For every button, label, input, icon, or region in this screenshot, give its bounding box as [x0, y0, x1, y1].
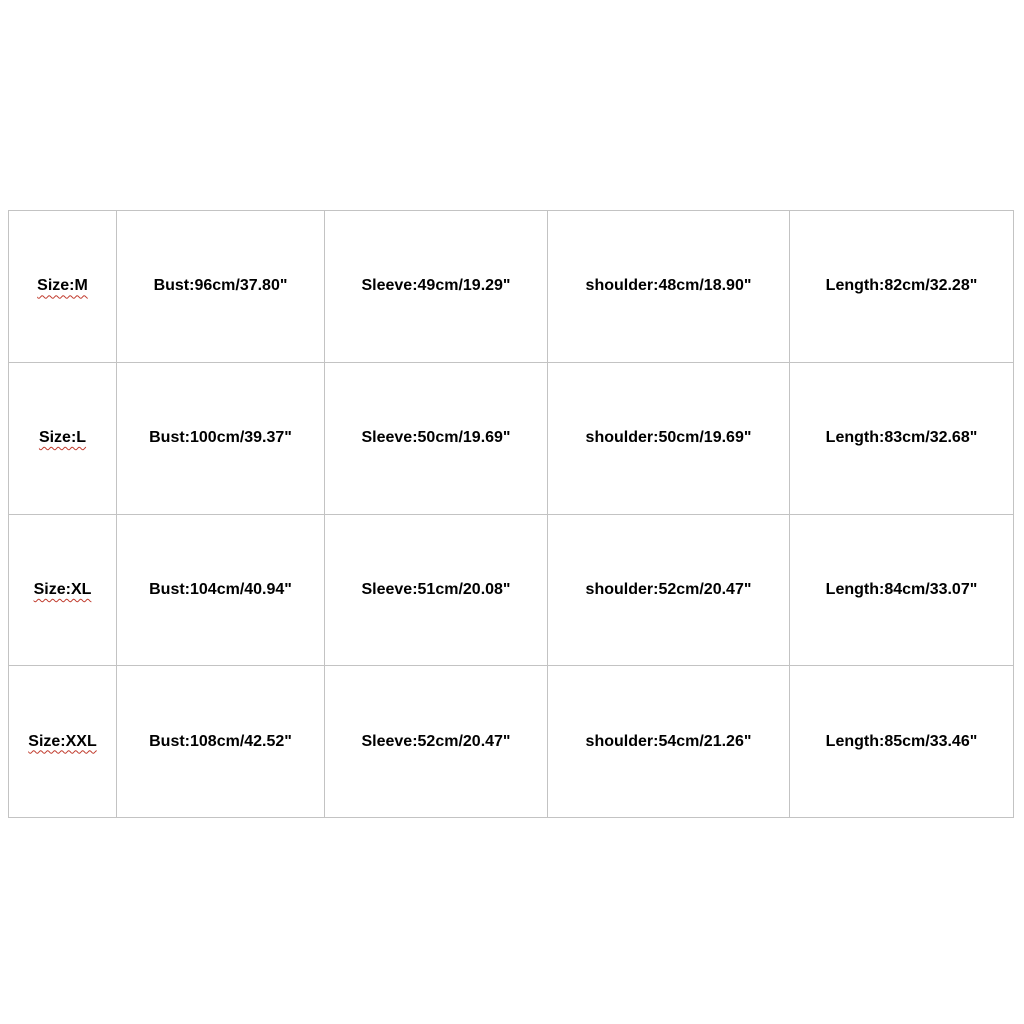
size-label: Size:XXL	[28, 732, 97, 750]
shoulder-cell: shoulder:52cm/20.47"	[548, 514, 790, 666]
shoulder-cell: shoulder:50cm/19.69"	[548, 362, 790, 514]
bust-cell: Bust:96cm/37.80"	[117, 211, 325, 363]
length-cell: Length:85cm/33.46"	[790, 666, 1014, 818]
sleeve-cell: Sleeve:49cm/19.29"	[325, 211, 548, 363]
table-row	[9, 362, 1014, 514]
table-row	[9, 514, 1014, 666]
shoulder-cell: shoulder:54cm/21.26"	[548, 666, 790, 818]
bust-cell: Bust:108cm/42.52"	[117, 666, 325, 818]
sleeve-cell: Sleeve:51cm/20.08"	[325, 514, 548, 666]
length-cell: Length:83cm/32.68"	[790, 362, 1014, 514]
shoulder-cell: shoulder:48cm/18.90"	[548, 211, 790, 363]
size-cell	[9, 362, 117, 514]
size-label: Size:XL	[33, 580, 92, 598]
size-label: Size:M	[37, 277, 88, 295]
sleeve-cell: Sleeve:52cm/20.47"	[325, 666, 548, 818]
size-cell	[9, 666, 117, 818]
sleeve-cell: Sleeve:50cm/19.69"	[325, 362, 548, 514]
table-row	[9, 211, 1014, 363]
size-label: Size:L	[38, 429, 87, 447]
size-cell	[9, 211, 117, 363]
length-cell: Length:82cm/32.28"	[790, 211, 1014, 363]
bust-cell: Bust:104cm/40.94"	[117, 514, 325, 666]
bust-cell: Bust:100cm/39.37"	[117, 362, 325, 514]
length-cell: Length:84cm/33.07"	[790, 514, 1014, 666]
table-row	[9, 666, 1014, 818]
size-cell	[9, 514, 117, 666]
size-chart-table	[8, 210, 1014, 818]
